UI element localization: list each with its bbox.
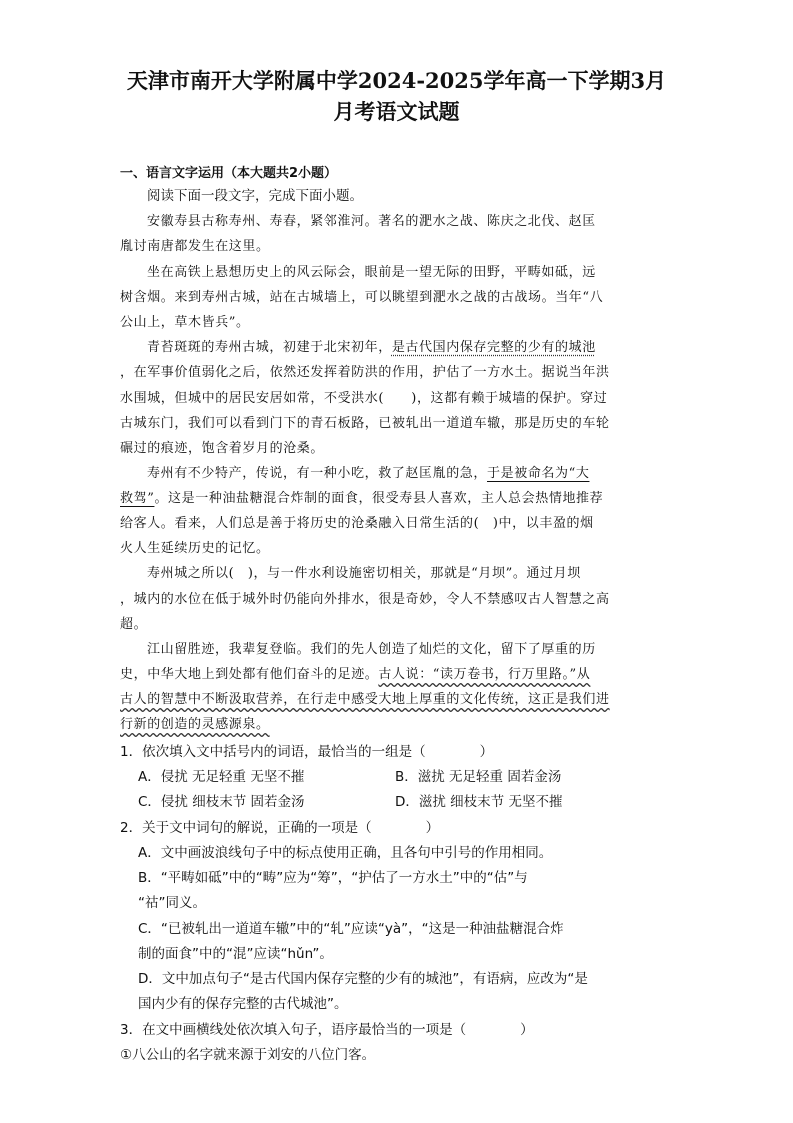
passage-line: 火人生延续历史的记忆。 [120, 541, 270, 556]
passage-line [120, 689, 610, 711]
passage-line: ，城内的水位在低于城外时仍能向外排水，很是奇妙，令人不禁感叹古人智慧之高 [120, 592, 610, 607]
question-3-stem: 3．在文中画横线处依次填入句子，语序最恰当的一项是（ ） [120, 1022, 534, 1038]
wavy-underlined-sentence: 行新的创造的灵感源泉。 [120, 717, 270, 732]
question-1-option-d: D．滋扰 细枝末节 无坚不摧 [395, 794, 563, 810]
question-2-option-d: D．文中加点句子“是古代国内保存完整的少有的城池”，有语病，应改为“是 [138, 971, 588, 987]
passage-line: 公山上，草木皆兵”。 [120, 315, 250, 330]
passage-text: 寿州有不少特产，传说，有一种小吃，救了赵匡胤的急， [147, 466, 488, 481]
passage-line [147, 337, 596, 359]
passage-line: 超。 [120, 617, 148, 632]
passage-line: 碾过的痕迹，饱含着岁月的沧桑。 [120, 441, 325, 456]
question-2-stem: 2．关于文中词句的解说，正确的一项是（ ） [120, 820, 440, 836]
passage-line: ，在军事价值弱化之后，依然还发挥着防洪的作用，护估了一方水土。据说当年洪 [120, 365, 610, 380]
underlined-sentence: 救驾” [120, 491, 155, 506]
passage-line: 安徽寿县古称寿州、寿春，紧邻淮河。著名的淝水之战、陈庆之北伐、赵匡 [147, 214, 596, 229]
reading-instruction: 阅读下面一段文字，完成下面小题。 [147, 188, 363, 204]
passage-line: 古城东门，我们可以看到门下的青石板路，已被轧出一道道车辙，那是历史的车轮 [120, 416, 610, 431]
passage-text: 。这是一种油盐糖混合炸制的面食，很受寿县人喜欢，主人总会热情地推荐 [154, 491, 604, 506]
passage-line [120, 488, 603, 510]
question-1-option-c: C．侵扰 细枝末节 固若金汤 [138, 794, 305, 810]
wavy-underlined-sentence: 古人的智慧中不断汲取营养，在行走中感受大地上厚重的文化传统，这正是我们进 [120, 692, 610, 707]
passage-line: 给客人。看来，人们总是善于将历史的沧桑融入日常生活的( )中，以丰盈的烟 [120, 516, 594, 531]
passage-line: 江山留胜迹，我辈复登临。我们的先人创造了灿烂的文化，留下了厚重的历 [147, 642, 596, 657]
passage-line: 坐在高铁上悬想历史上的风云际会，眼前是一望无际的田野，平畴如砥，远 [147, 265, 596, 280]
exam-title-line-2: 月考语文试题 [333, 99, 460, 124]
question-1-stem: 1．依次填入文中括号内的词语，最恰当的一组是（ ） [120, 744, 494, 760]
question-2-option-c-cont: 制的面食”中的“混”应读“hǔn”。 [138, 946, 333, 962]
question-2-option-c: C．“已被轧出一道道车辙”中的“轧”应读“yà”，“这是一种油盐糖混合炸 [138, 921, 564, 937]
passage-line: 寿州城之所以( )，与一件水利设施密切相关，那就是“月坝”。通过月坝 [147, 566, 581, 581]
question-2-option-b-cont: “祜”同义。 [138, 895, 206, 911]
exam-title-line-1: 天津市南开大学附属中学2024-2025学年高一下学期3月 [126, 68, 667, 93]
question-1-option-b: B．滋扰 无足轻重 固若金汤 [395, 769, 562, 785]
passage-text: 青苔斑斑的寿州古城，初建于北宋初年， [147, 340, 392, 355]
passage-line [120, 664, 590, 686]
passage-text: 史，中华大地上到处都有他们奋斗的足迹。 [120, 667, 379, 682]
passage-line [120, 714, 270, 736]
question-2-option-b: B．“平畴如砥”中的“畴”应为“筹”，“护估了一方水土”中的“估”与 [138, 870, 528, 886]
passage-line: 树含烟。来到寿州古城，站在古城墙上，可以眺望到淝水之战的古战场。当年“八 [120, 290, 604, 305]
question-1-option-a: A．侵扰 无足轻重 无坚不摧 [138, 769, 305, 785]
question-2-option-d-cont: 国内少有的保存完整的古代城池”。 [138, 996, 348, 1012]
passage-line: 水围城，但城中的居民安居如常，不受洪水( )，这都有赖于城墙的保护。穿过 [120, 391, 608, 406]
dotted-sentence: 是古代国内保存完整的少有的城池 [391, 340, 596, 355]
passage-line: 胤讨南唐都发生在这里。 [120, 239, 270, 254]
underlined-sentence: 于是被命名为“大 [487, 466, 590, 481]
question-2-option-a: A．文中画波浪线句子中的标点使用正确，且各句中引号的作用相同。 [138, 845, 553, 861]
question-3-sentence-1: ①八公山的名字就来源于刘安的八位门客。 [120, 1047, 376, 1063]
wavy-underlined-sentence: 古人说：“读万卷书，行万里路。”从 [378, 667, 591, 682]
passage-line [147, 463, 589, 485]
section-heading: 一、语言文字运用（本大题共2小题） [120, 166, 338, 181]
